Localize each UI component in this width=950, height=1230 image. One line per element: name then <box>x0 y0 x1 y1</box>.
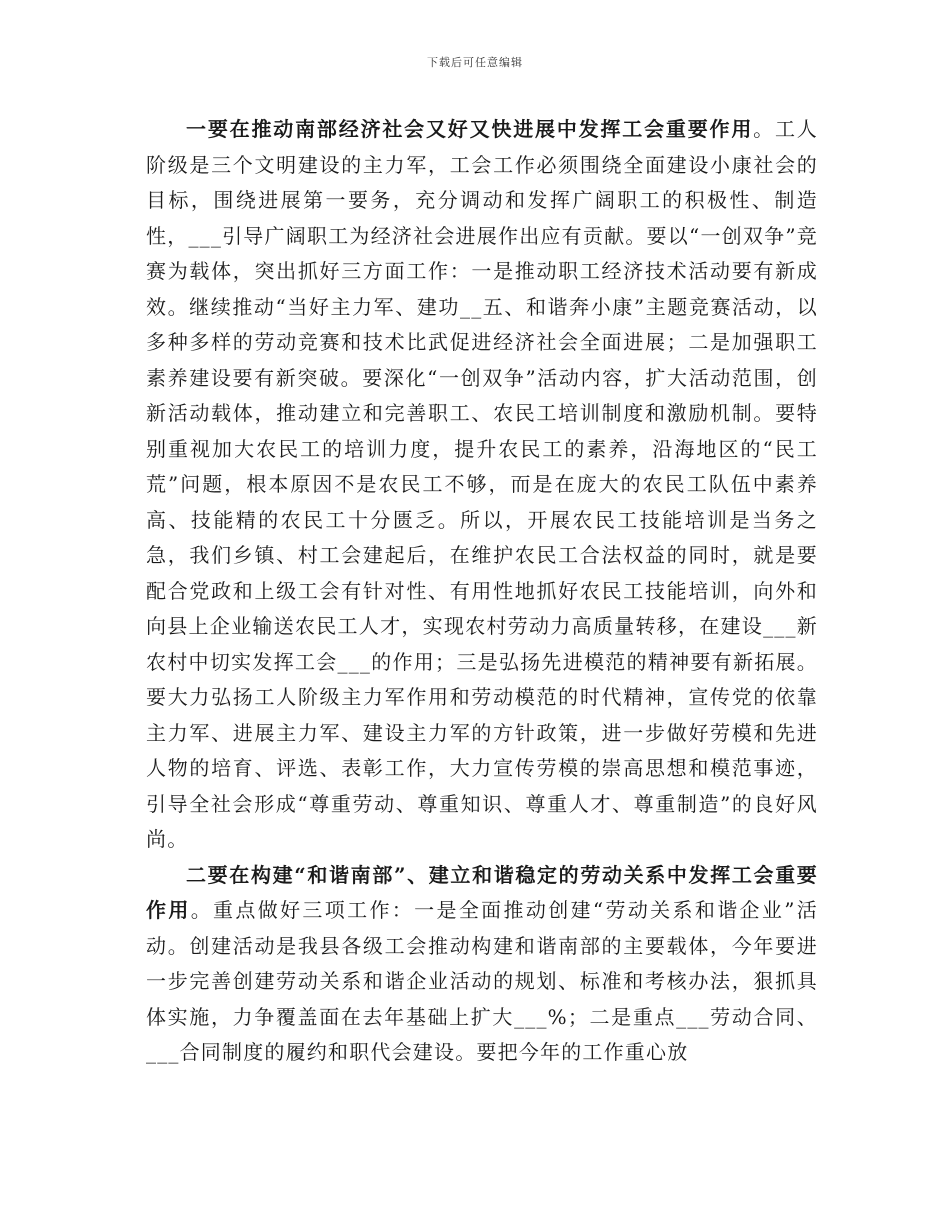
paragraph-2 <box>146 858 818 1071</box>
document-body <box>146 112 818 1071</box>
paragraph-2-lead: 二要在构建“和谐南部”、建立和谐稳定的劳动关系中发挥工会重要作用 <box>146 862 818 922</box>
paragraph-1-text: 。工人阶级是三个文明建设的主力军，工会工作必须围绕全面建设小康社会的目标，围绕进展第一要务，充分调动和发挥广阔职工的积极性、制造性，___引导广阔职工为经济社会进展作出应有贡献。要以“一创双争”竞赛为载体，突出抓好三方面工作：一是推动职工经济技术活动要有新成效。继续推动“当好主力军、建功__五、和谐奔小康”主题竞赛活动，以多种多样的劳动竞赛和技术比武促进经济社会全面进展；二是加强职工素养建设要有新突破。要深化“一创双争”活动内容，扩大活动范围，创新活动载体，推动建立和完善职工、农民工培训制度和激励机制。要特别重视加大农民工的培训力度，提升农民工的素养，沿海地区的“民工荒”问题，根本原因不是农民工不够，而是在庞大的农民工队伍中素养高、技能精的农民工十分匮乏。所以，开展农民工技能培训是当务之急，我们乡镇、村工会建起后，在维护农民工合法权益的同时，就是要配合党政和上级工会有针对性、有用性地抓好农民工技能培训，向外和向县上企业输送农民工人才，实现农村劳动力高质量转移，在建设___新农村中切实发挥工会___的作用；三是弘扬先进模范的精神要有新拓展。要大力弘扬工人阶级主力军作用和劳动模范的时代精神，宣传党的依靠主力军、进展主力军、建设主力军的方针政策，进一步做好劳模和先进人物的培育、评选、表彰工作，大力宣传劳模的崇高思想和模范事迹，引导全社会形成“尊重劳动、尊重知识、尊重人才、尊重制造”的良好风尚。 <box>146 117 818 851</box>
header-note: 下载后可任意编辑 <box>427 56 523 69</box>
paragraph-1-lead: 一要在推动南部经济社会又好又快进展中发挥工会重要作用 <box>186 117 754 141</box>
paragraph-2-text: 。重点做好三项工作：一是全面推动创建“劳动关系和谐企业”活动。创建活动是我县各级工会推动构建和谐南部的主要载体，今年要进一步完善创建劳动关系和谐企业活动的规划、标准和考核办法，狠抓具体实施，力争覆盖面在去年基础上扩大___%；二是重点___劳动合同、___合同制度的履约和职代会建设。要把今年的工作重心放 <box>146 898 819 1064</box>
paragraph-1 <box>146 112 818 858</box>
